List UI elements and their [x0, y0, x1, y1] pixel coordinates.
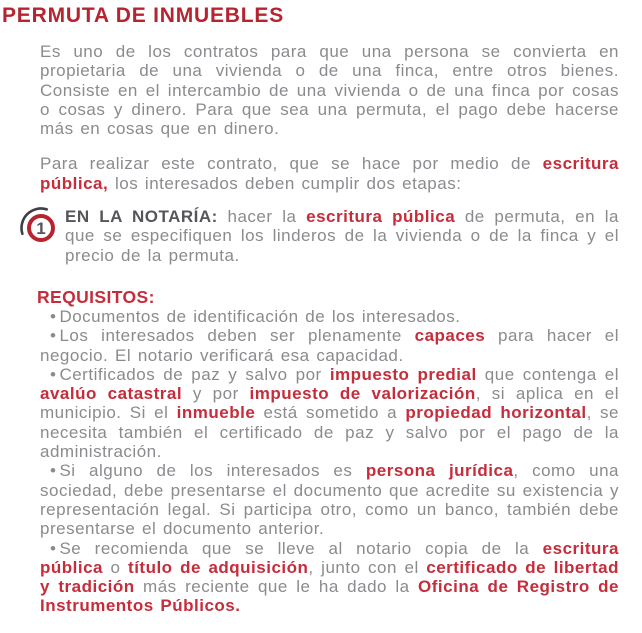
step-number-badge-icon [17, 202, 65, 250]
bullet-glyph: • [50, 326, 57, 346]
etapas-intro-paragraph: Para realizar este contrato, que se hace por medio de escritura pública, los interesados deben cumplir dos etapas: [40, 154, 619, 193]
requisitos-section [37, 286, 620, 616]
requisito-item [40, 539, 619, 616]
requisito-text: Documentos de identificación de los interesados. [59, 306, 461, 326]
requisitos-heading: REQUISITOS: [37, 286, 155, 307]
bullet-glyph: • [50, 364, 57, 384]
intro-paragraph: Es uno de los contratos para que una persona se convierta en propietaria de una vivienda o de una finca, entre otros bienes. Consiste en el intercambio de una vivienda o de una finca por cosas o cosas y dinero. Para que sea una permuta, el pago debe hacerse más en cosas que en dinero. [40, 42, 619, 139]
requisito-text: Si alguno de los interesados es persona jurídica, como una sociedad, debe presentarse el documento que acredite su existencia y representación legal. Si participa otro, como un banco, también debe presentarse el documento anterior. [40, 461, 619, 539]
requisito-text: Los interesados deben ser plenamente capaces para hacer el negocio. El notario verificará esa capacidad. [40, 326, 619, 365]
bullet-glyph: • [50, 538, 57, 558]
step-number: 1 [36, 219, 46, 239]
step-1 [36, 207, 619, 265]
flyer-page [2, 5, 642, 616]
content-body [36, 42, 620, 616]
bullet-glyph: • [50, 461, 57, 481]
requisito-item [40, 365, 619, 461]
bullet-glyph: • [50, 306, 57, 326]
requisito-text: Certificados de paz y salvo por impuesto predial que contenga el avalúo catastral y por impuesto de valorización, si aplica en el municipio. Si el inmueble está sometido a propiedad horizontal, se necesita también el certificado de paz y salvo por el pago de la administración. [40, 364, 620, 462]
requisito-text: Se recomienda que se lleve al notario copia de la escritura pública o título de adquisición, junto con el certificado de libertad y tradición más reciente que le ha dado la Oficina de Registro de Instrumentos Públicos. [40, 538, 620, 616]
requisito-item [40, 307, 619, 326]
requisitos-list [40, 307, 619, 616]
requisito-item [40, 461, 619, 538]
page-title: PERMUTA DE INMUEBLES [2, 4, 285, 27]
requisito-item [40, 326, 619, 365]
step-1-text: EN LA NOTARÍA: hacer la escritura pública de permuta, en la que se especifiquen los linderos de la vivienda o de la finca y el precio de la permuta. [65, 207, 619, 265]
